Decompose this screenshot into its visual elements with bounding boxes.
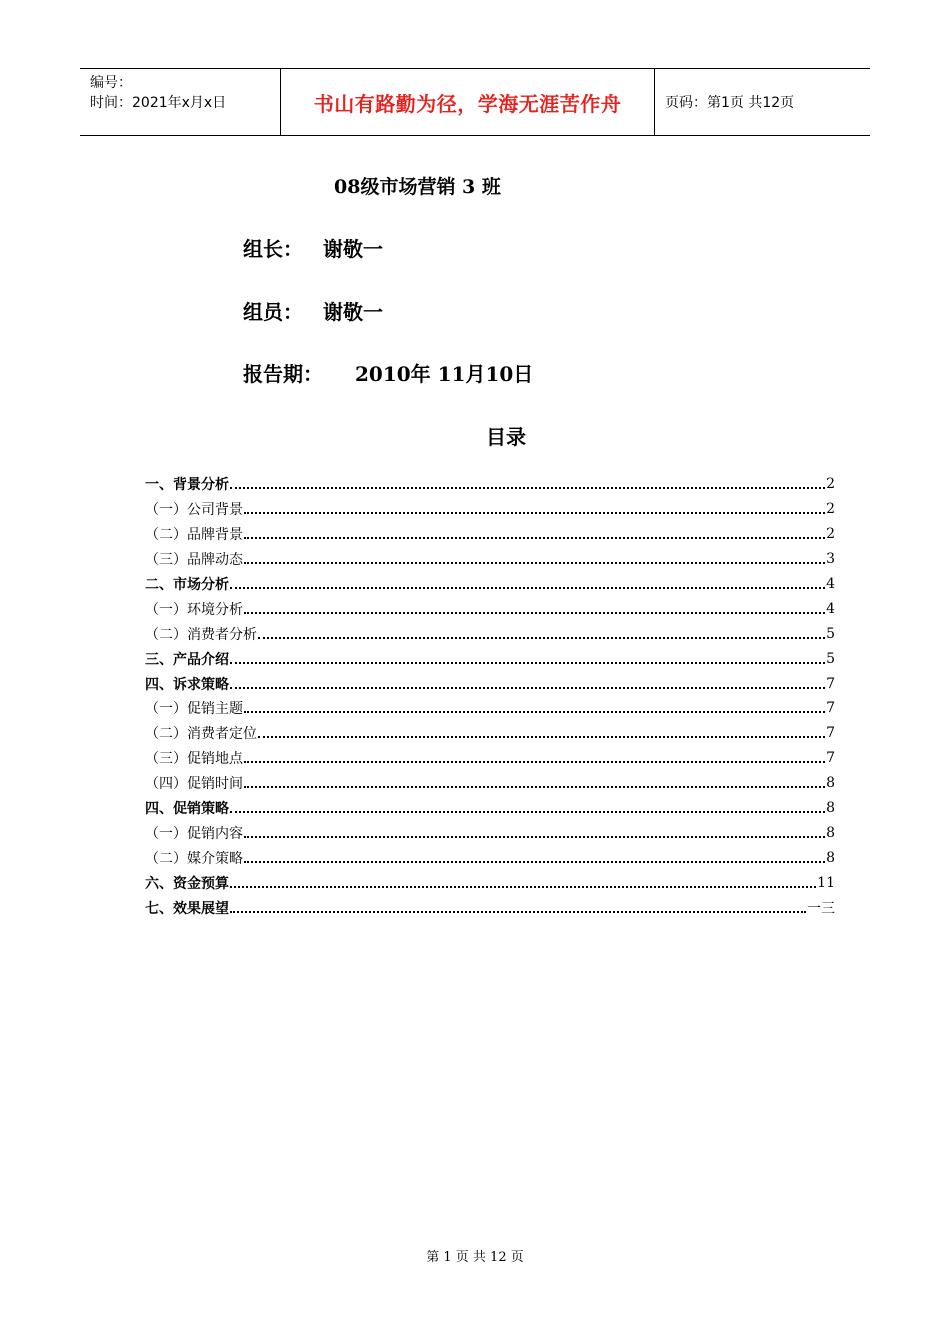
leader-row [243,233,383,262]
toc-entry-page: 一三 [807,900,835,917]
toc-entry-title: 四、促销策略 [145,798,229,818]
report-date-row [243,358,533,387]
class-title: 08级市场营销 3 班 [334,176,501,198]
toc-entry[interactable] [145,671,835,696]
toc-leader-dots [244,496,825,514]
toc-entry[interactable] [145,845,835,870]
toc-leader-dots [244,596,825,614]
toc-entry-title: （三）促销地点 [145,748,243,768]
toc-entry[interactable] [145,621,835,646]
toc-entry-page: 4 [826,576,835,592]
toc-entry[interactable] [145,522,835,547]
toc-entry[interactable] [145,771,835,796]
toc-entry-page: 8 [826,800,835,817]
table-of-contents [145,472,835,920]
toc-entry-page: 8 [826,824,835,841]
toc-entry[interactable] [145,497,835,522]
toc-leader-dots [230,671,825,689]
toc-entry[interactable] [145,895,835,920]
toc-entry[interactable] [145,696,835,721]
toc-entry[interactable] [145,721,835,746]
toc-entry-page: 2 [826,476,835,493]
report-date-label: 报告期： [243,362,323,386]
toc-entry-title: （二）消费者定位 [145,723,257,743]
member-value: 谢敬一 [323,300,383,324]
member-row [243,296,383,325]
page-footer: 第 1 页 共 12 页 [426,1250,524,1265]
toc-entry[interactable] [145,472,835,497]
toc-leader-dots [244,770,825,788]
toc-entry-title: 四、诉求策略 [145,674,229,694]
member-label: 组员： [243,300,303,324]
toc-leader-dots [230,795,825,813]
number-label: 编号： [90,75,132,91]
toc-title: 目录 [486,425,526,449]
toc-entry[interactable] [145,870,835,895]
toc-leader-dots [244,745,825,763]
toc-entry-page: 8 [826,849,835,866]
report-date-value: 2010年 11月10日 [355,362,534,386]
toc-entry[interactable] [145,820,835,845]
toc-entry-page: 7 [826,675,835,692]
toc-entry-title: 二、市场分析 [145,574,229,594]
toc-entry-page: 11 [817,874,835,891]
toc-leader-dots [230,870,816,888]
toc-leader-dots [244,546,825,564]
toc-entry[interactable] [145,746,835,771]
toc-entry[interactable] [145,596,835,621]
toc-entry-title: （一）促销主题 [145,698,243,718]
toc-leader-dots [244,845,825,863]
toc-entry-page: 2 [826,526,835,543]
toc-entry-title: （三）品牌动态 [145,549,243,569]
toc-entry-title: 三、产品介绍 [145,649,229,669]
toc-entry-title: （一）环境分析 [145,599,243,619]
toc-entry-title: （一）公司背景 [145,499,243,519]
toc-leader-dots [230,895,806,913]
page-header [80,68,870,136]
header-page-info: 页码：第1页 共12页 [665,95,795,111]
toc-entry[interactable] [145,547,835,572]
toc-leader-dots [244,521,825,539]
toc-entry-title: （二）消费者分析 [145,624,257,644]
toc-entry-title: 六、资金预算 [145,873,229,893]
toc-entry-page: 4 [826,600,835,617]
toc-entry-title: （一）促销内容 [145,823,243,843]
toc-entry[interactable] [145,572,835,597]
toc-entry-page: 7 [826,700,835,717]
leader-label: 组长： [243,237,303,261]
time-label: 时间：2021年x月x日 [90,95,227,111]
toc-entry-page: 7 [826,750,835,767]
toc-entry-page: 8 [826,775,835,792]
toc-leader-dots [230,646,825,664]
toc-entry-title: （二）品牌背景 [145,524,243,544]
toc-entry-title: （四）促销时间 [145,773,243,793]
header-meta [80,69,281,135]
toc-leader-dots [230,571,825,589]
toc-leader-dots [230,471,825,489]
toc-leader-dots [258,621,825,639]
toc-entry-title: 七、效果展望 [145,898,229,918]
toc-entry-page: 3 [826,551,835,568]
toc-entry-page: 5 [826,650,835,667]
toc-leader-dots [258,720,825,738]
leader-value: 谢敬一 [323,237,383,261]
toc-leader-dots [244,820,825,838]
toc-entry-title: （二）媒介策略 [145,848,243,868]
toc-leader-dots [244,695,825,713]
toc-entry-page: 5 [826,625,835,642]
toc-entry-page: 2 [826,501,835,518]
toc-entry-page: 7 [826,725,835,742]
toc-entry[interactable] [145,796,835,821]
toc-entry[interactable] [145,646,835,671]
toc-entry-title: 一、背景分析 [145,474,229,494]
header-motto: 书山有路勤为径，学海无涯苦作舟 [281,69,655,135]
